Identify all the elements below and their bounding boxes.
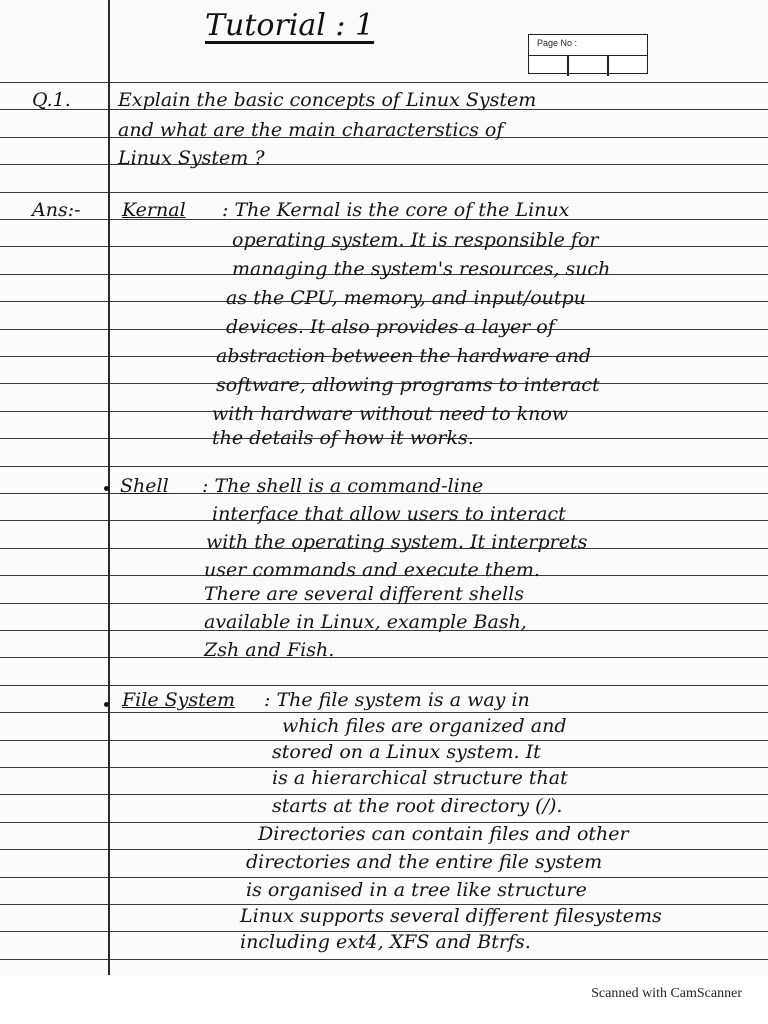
shell-line: available in Linux, example Bash, xyxy=(204,611,527,633)
ruled-line xyxy=(0,82,768,83)
ruled-line xyxy=(0,192,768,193)
page-number-label: Page No : xyxy=(537,38,578,48)
bullet-point xyxy=(104,486,109,491)
kernal-line: as the CPU, memory, and input/outpu xyxy=(226,287,586,309)
bullet-point xyxy=(104,702,109,707)
answer-label: Ans:- xyxy=(32,199,81,221)
kernal-line: the details of how it works. xyxy=(212,427,474,449)
shell-line: with the operating system. It interprets xyxy=(206,531,588,553)
kernal-line: managing the system's resources, such xyxy=(232,258,611,280)
kernal-line: operating system. It is responsible for xyxy=(232,229,599,251)
page-title: Tutorial : 1 xyxy=(205,8,375,43)
file-system-line: is organised in a tree like structure xyxy=(246,879,587,901)
file-system-line: Linux supports several different filesystems xyxy=(240,905,662,927)
section-heading-shell: Shell xyxy=(120,475,169,497)
page-cell-divider xyxy=(607,56,609,76)
file-system-line: : The file system is a way in xyxy=(264,689,530,711)
question-line: Explain the basic concepts of Linux System xyxy=(118,89,537,111)
ruled-line xyxy=(0,959,768,960)
page-cell-divider xyxy=(567,56,569,76)
shell-line: : The shell is a command-line xyxy=(202,475,484,497)
section-heading-kernal: Kernal xyxy=(122,199,186,221)
shell-line: Zsh and Fish. xyxy=(204,639,335,661)
question-line: Linux System ? xyxy=(118,147,265,169)
shell-line: interface that allow users to interact xyxy=(212,503,566,525)
file-system-line: including ext4, XFS and Btrfs. xyxy=(240,931,531,953)
question-label: Q.1. xyxy=(32,89,71,111)
kernal-line: with hardware without need to know xyxy=(212,403,569,425)
kernal-line: : The Kernal is the core of the Linux xyxy=(222,199,570,221)
file-system-line: directories and the entire file system xyxy=(246,851,603,873)
file-system-line: stored on a Linux system. It xyxy=(272,741,541,763)
ruled-line xyxy=(0,657,768,658)
shell-line: There are several different shells xyxy=(204,583,525,605)
ruled-line xyxy=(0,164,768,165)
scanner-watermark: Scanned with CamScanner xyxy=(591,986,742,1001)
kernal-line: devices. It also provides a layer of xyxy=(226,316,555,338)
file-system-line: which files are organized and xyxy=(282,715,567,737)
page-number-box xyxy=(528,34,648,74)
file-system-line: Directories can contain files and other xyxy=(258,823,629,845)
kernal-line: software, allowing programs to interact xyxy=(216,374,600,396)
ruled-line xyxy=(0,466,768,467)
kernal-line: abstraction between the hardware and xyxy=(216,345,592,367)
page-number-cells xyxy=(529,55,647,76)
file-system-line: starts at the root directory (/). xyxy=(272,795,563,817)
shell-line: user commands and execute them. xyxy=(204,559,540,581)
question-line: and what are the main characterstics of xyxy=(118,119,504,141)
file-system-line: is a hierarchical structure that xyxy=(272,767,568,789)
section-heading-file-system: File System xyxy=(122,689,236,711)
